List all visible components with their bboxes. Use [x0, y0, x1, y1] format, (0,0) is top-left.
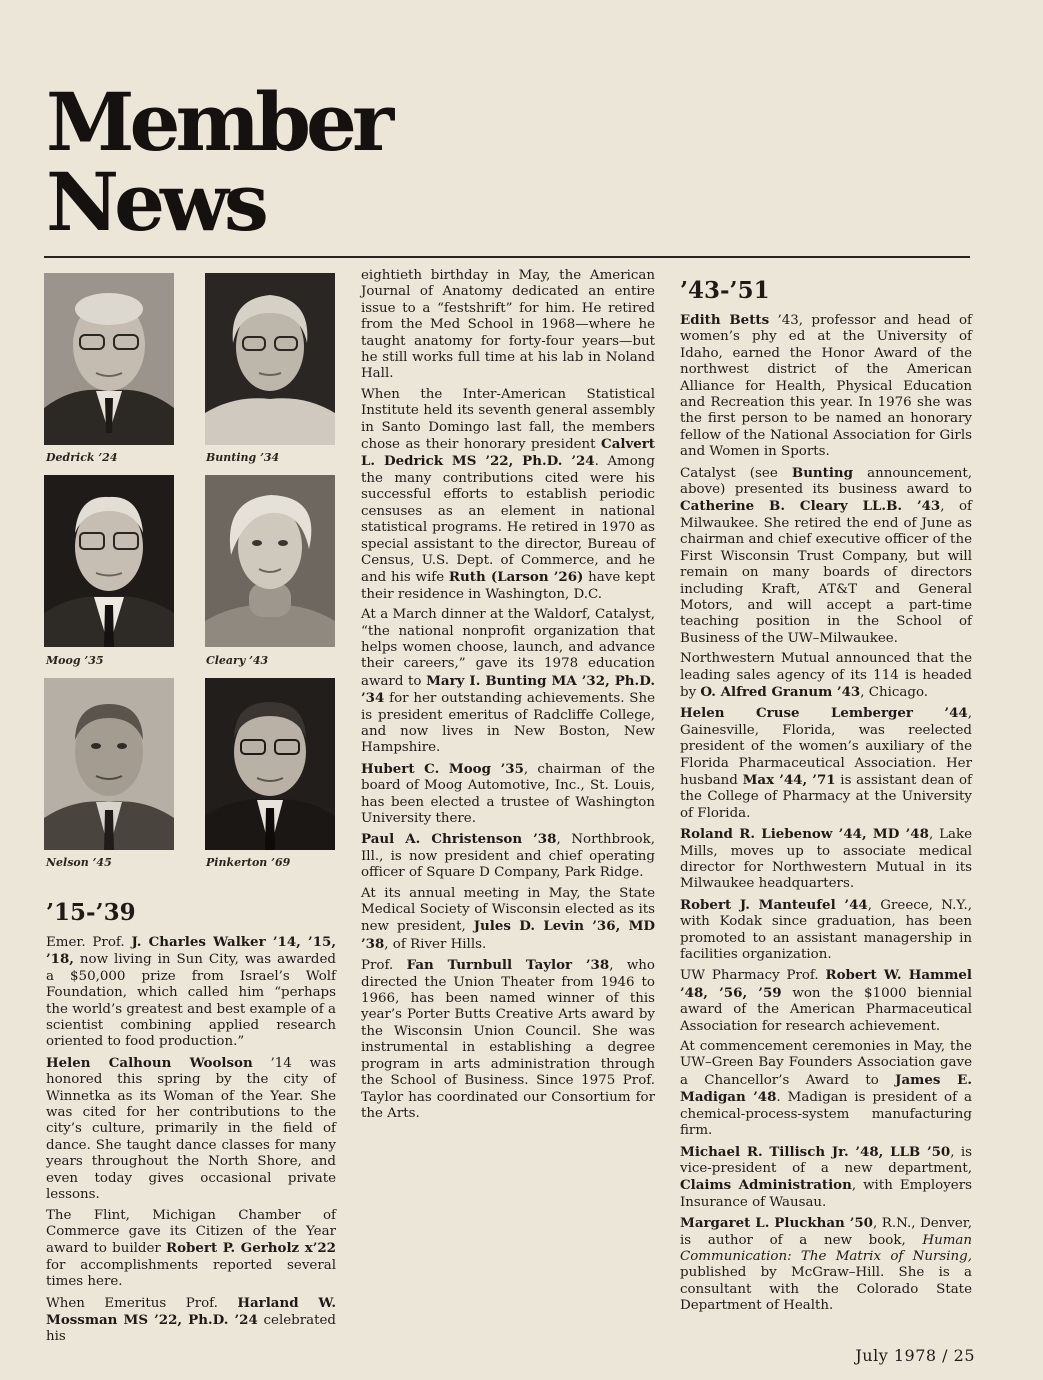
paragraph: At commencement ceremonies in May, the UW–Green Bay Founders Association gave a Chancellor’s Award to James E. Madigan ’48. Madigan is president of a chemical-process-system manufacturing firm. — [680, 1039, 972, 1139]
paragraph: Helen Cruse Lemberger ’44, Gainesville, Florida, was reelected president of the women’s auxiliary of the Florida Pharmaceutical Association. Her husband Max ’44, ’71 is assistant dean of the College of Pharmacy at the University of Florida. — [680, 705, 972, 821]
paragraph: At its annual meeting in May, the State Medical Society of Wisconsin elected as its new president, Jules D. Levin ’36, MD ’38, of River Hills. — [361, 885, 656, 952]
section-heading-15-39: ’15-’39 — [46, 899, 136, 926]
section-heading-43-51: ’43-’51 — [680, 277, 770, 304]
paragraph: Michael R. Tillisch Jr. ’48, LLB ’50, is vice-president of a new department, Claims Administration, with Employers Insurance of Wausau. — [680, 1143, 973, 1210]
header-rule — [44, 256, 970, 258]
paragraph: UW Pharmacy Prof. Robert W. Hammel ’48, ’56, ’59 won the $1000 biennial award of the American Pharmaceutical Association for research achievement. — [680, 967, 972, 1034]
paragraph: At a March dinner at the Waldorf, Catalyst, “the national nonprofit organization that helps women choose, launch, and advance their careers,” gave its 1978 education award to Mary I. Bunting MA ’32, Ph.D. ’34 for her outstanding achievements. She is president emeritus of Radcliffe College, and now lives in New Boston, New Hampshire. — [361, 607, 656, 756]
caption-nelson: Nelson ’45 — [46, 856, 112, 869]
column-1-text — [46, 898, 336, 1350]
caption-dedrick: Dedrick ’24 — [46, 451, 118, 464]
portrait-nelson — [44, 678, 174, 850]
paragraph: When the Inter-American Statistical Institute held its seventh general assembly in Santo Domingo last fall, the members chose as their honorary president Calvert L. Dedrick MS ’22, Ph.D. ’24. Among the many contributions cited were his successful efforts to establish periodic censuses as an element in national statistical programs. He retired in 1970 as special assistant to the director, Bureau of Census, U.S. Dept. of Commerce, and he and his wife Ruth (Larson ’26) have kept their residence in Washington, D.C. — [361, 386, 656, 602]
paragraph: When Emeritus Prof. Harland W. Mossman MS ’22, Ph.D. ’24 celebrated his — [46, 1294, 336, 1345]
portrait-pinkerton — [205, 678, 335, 850]
paragraph: Helen Calhoun Woolson ’14 was honored this spring by the city of Winnetka as its Woman of the Year. She was cited for her contributions to the city’s culture, primarily in the field of dance. She taught dance classes for many years throughout the North Shore, and even today gives occasional private lessons. — [46, 1054, 336, 1203]
paragraph: Hubert C. Moog ’35, chairman of the board of Moog Automotive, Inc., St. Louis, has been elected a trustee of Washington University there. — [361, 760, 655, 826]
portrait-dedrick — [44, 273, 174, 445]
title-line-1: Member — [46, 75, 390, 169]
paragraph: Northwestern Mutual announced that the leading sales agency of its 114 is headed by O. Alfred Granum ’43, Chicago. — [680, 651, 972, 700]
page-footer: July 1978 / 25 — [855, 1346, 975, 1365]
paragraph: eightieth birthday in May, the American Journal of Anatomy dedicated an entire issue to a “festshrift” for him. He retired from the Med School in 1968—where he taught anatomy for forty-four years—but he still works full time at his lab in Noland Hall. — [361, 268, 655, 382]
paragraph: Paul A. Christenson ’38, Northbrook, Ill., is now president and chief operating officer of Square D Company, Park Ridge. — [361, 831, 655, 881]
paragraph: Edith Betts ’43, professor and head of women’s phy ed at the University of Idaho, earned the Honor Award of the northwest district of the American Alliance for Health, Physical Education and Recreation this year. In 1976 she was the first person to be named an honorary fellow of the National Association for Girls and Women in Sports. — [680, 312, 972, 460]
paragraph: Margaret L. Pluckhan ’50, R.N., Denver, is author of a new book, Human Communication: The Matrix of Nursing, published by McGraw–Hill. She is a consultant with the Colorado State Department of Health. — [680, 1215, 972, 1314]
portrait-bunting — [205, 273, 335, 445]
portrait-cleary — [205, 475, 335, 647]
paragraph: Emer. Prof. J. Charles Walker ’14, ’15, ’18, now living in Sun City, was awarded a $50,000 prize from Israel’s Wolf Foundation, which called him “perhaps the world’s greatest and best example of a scientist combining applied research oriented to food production.” — [46, 934, 337, 1050]
paragraph: Robert J. Manteufel ’44, Greece, N.Y., with Kodak since graduation, has been promoted to an assistant managership in facilities organization. — [680, 896, 972, 963]
caption-bunting: Bunting ’34 — [206, 451, 280, 464]
column-3-text — [680, 276, 972, 1319]
paragraph: Roland R. Liebenow ’44, MD ’48, Lake Mills, moves up to associate medical director for Northwestern Mutual in its Milwaukee headquarters. — [680, 826, 972, 892]
paragraph: Prof. Fan Turnbull Taylor ’38, who directed the Union Theater from 1946 to 1966, has been named winner of this year’s Porter Butts Creative Arts award by the Wisconsin Union Council. She was instrumental in establishing a degree program in arts administration through the School of Business. Since 1975 Prof. Taylor has coordinated our Consortium for the Arts. — [361, 957, 655, 1121]
caption-moog: Moog ’35 — [46, 654, 104, 667]
caption-cleary: Cleary ’43 — [206, 654, 269, 667]
column-2-text — [361, 268, 655, 1126]
paragraph: The Flint, Michigan Chamber of Commerce gave its Citizen of the Year award to builder Robert P. Gerholz x’22 for accomplishments reported several times here. — [46, 1207, 336, 1290]
page-title — [46, 75, 390, 249]
portrait-moog — [44, 475, 174, 647]
paragraph: Catalyst (see Bunting announcement, above) presented its business award to Catherine B. Cleary LL.B. ’43, of Milwaukee. She retired the end of June as chairman and chief executive officer of the First Wisconsin Trust Company, but will remain on many boards of directors including Kraft, AT&T and General Motors, and will accept a part-time teaching position in the School of Business of the UW–Milwaukee. — [680, 464, 973, 646]
caption-pinkerton: Pinkerton ’69 — [206, 856, 291, 869]
title-line-2: News — [46, 155, 264, 249]
